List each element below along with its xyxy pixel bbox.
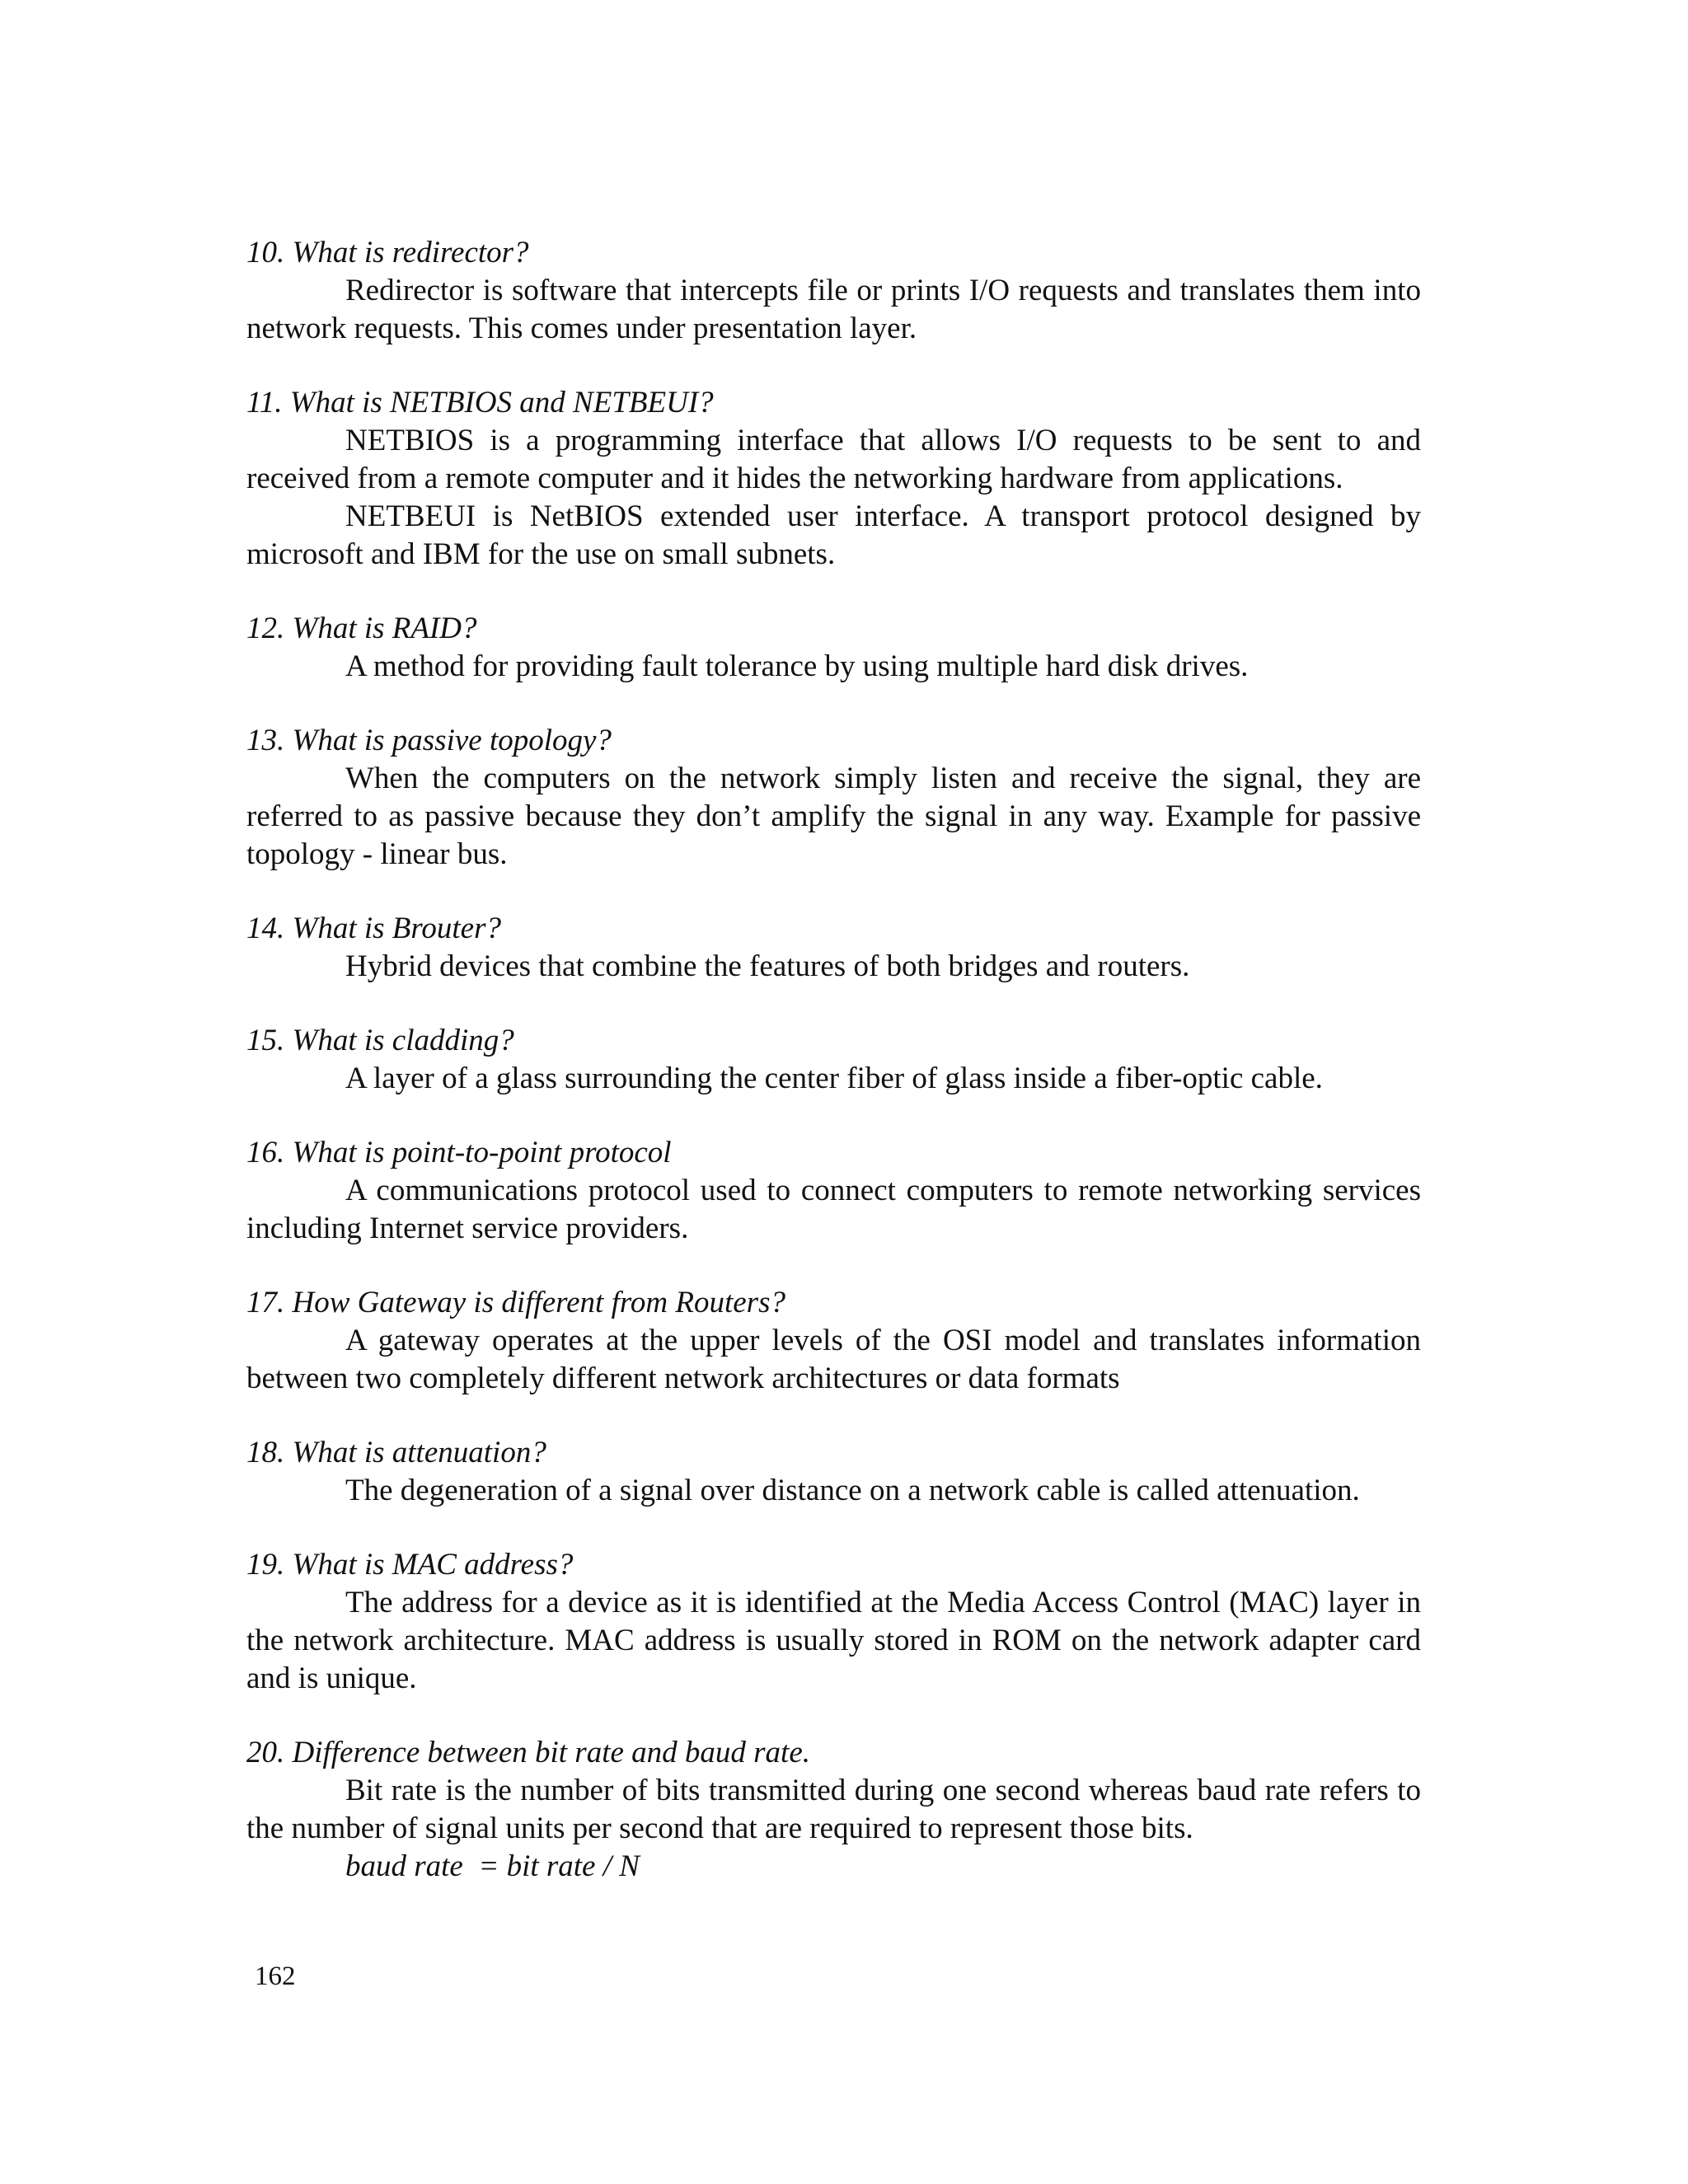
question-heading: 18. What is attenuation? [246,1436,546,1469]
question-heading: 19. What is MAC address? [246,1548,574,1582]
question-heading: 12. What is RAID? [246,612,477,645]
question-heading: 11. What is NETBIOS and NETBEUI? [246,386,714,419]
qa-item-19 [246,1546,1421,1698]
answer-paragraph: A method for providing fault tolerance by using multiple hard disk drives. [345,649,1249,683]
qa-item-10 [246,234,1421,348]
answer-paragraph: The address for a device as it is identified at the Media Access Control (MAC) layer in the network architecture. MAC address is usually stored in ROM on the network adapter card and is unique. [246,1586,1421,1695]
answer-paragraph: Redirector is software that intercepts file or prints I/O requests and translates them into network requests. This comes under presentation layer. [246,274,1421,345]
answer-paragraph: A communications protocol used to connect computers to remote networking services including Internet service providers. [246,1174,1421,1245]
question-heading: 14. What is Brouter? [246,912,502,945]
answer-paragraph: NETBIOS is a programming interface that allows I/O requests to be sent to and received from a remote computer and it hides the networking hardware from applications. [246,424,1421,495]
qa-item-12 [246,610,1421,686]
question-heading: 10. What is redirector? [246,236,529,269]
answer-paragraph: The degeneration of a signal over distance on a network cable is called attenuation. [345,1474,1360,1507]
qa-item-16 [246,1134,1421,1248]
answer-paragraph: A layer of a glass surrounding the center fiber of glass inside a fiber-optic cable. [345,1062,1323,1095]
question-heading: 13. What is passive topology? [246,724,612,757]
qa-item-18 [246,1434,1421,1510]
answer-paragraph: A gateway operates at the upper levels of the OSI model and translates information between two completely different network architectures or data formats [246,1324,1421,1395]
answer-paragraph: Bit rate is the number of bits transmitted during one second whereas baud rate refers to the number of signal units per second that are required to represent those bits. [246,1774,1421,1845]
question-heading: 15. What is cladding? [246,1024,514,1057]
answer-paragraph: Hybrid devices that combine the features of both bridges and routers. [345,949,1190,983]
question-heading: 17. How Gateway is different from Routers? [246,1286,785,1319]
page-number: 162 [255,1961,296,1991]
page-content [246,234,1421,1922]
answer-paragraph: When the computers on the network simply listen and receive the signal, they are referred to as passive because they don’t amplify the signal in any way. Example for passive topology - linear bus. [246,762,1421,871]
qa-item-14 [246,910,1421,986]
qa-item-13 [246,722,1421,874]
question-heading: 20. Difference between bit rate and baud rate. [246,1736,811,1769]
qa-item-17 [246,1284,1421,1398]
formula: baud rate = bit rate / N [345,1849,640,1883]
answer-paragraph: NETBEUI is NetBIOS extended user interface. A transport protocol designed by microsoft and IBM for the use on small subnets. [246,499,1421,571]
qa-item-11 [246,384,1421,574]
qa-item-20 [246,1734,1421,1886]
question-heading: 16. What is point-to-point protocol [246,1136,672,1169]
qa-item-15 [246,1022,1421,1098]
